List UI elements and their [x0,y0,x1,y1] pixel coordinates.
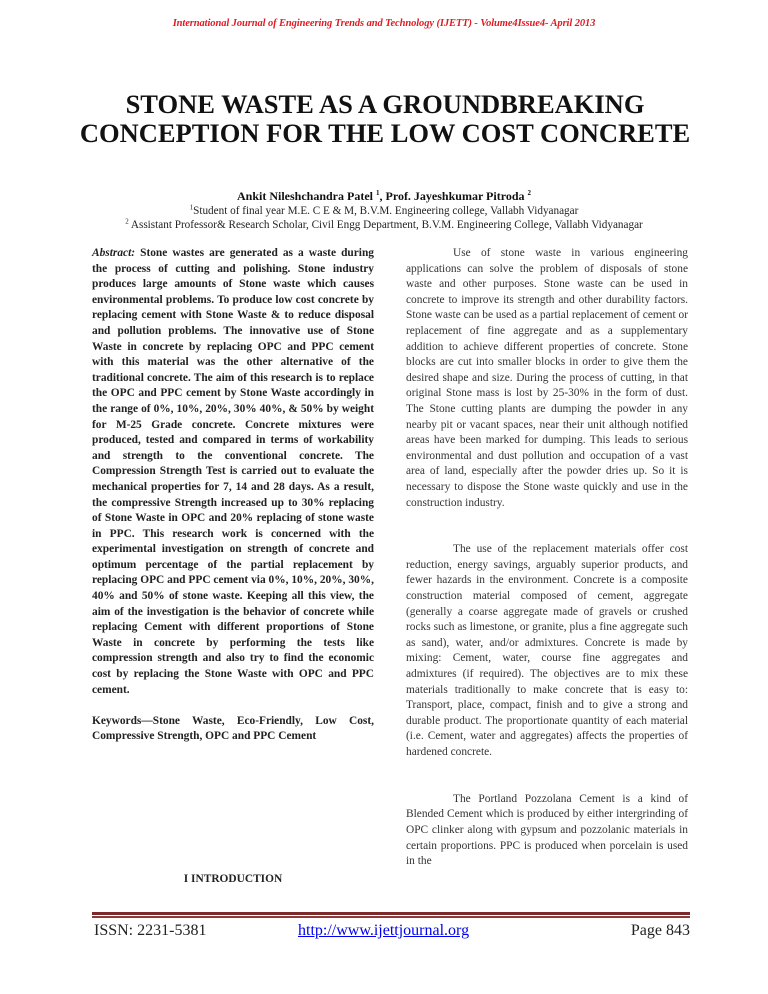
section-heading-introduction: I INTRODUCTION [183,873,283,885]
abstract-text: Stone wastes are generated as a waste during the process of cutting and polishing. Stone industry produces large amounts of Stone waste which causes environmental problems. To produce low cost concrete by replacing cement with Stone Waste & to reduce disposal and pollution problems. The innovative use of Stone Waste in concrete by replacing OPC and PPC cement with this material was the other alternative of the traditional concrete. The aim of this research is to replace the OPC and PPC cement by Stone Waste accordingly in the range of 0%, 10%, 20%, 30% 40%, & 50% by weight for M-25 Grade concrete. Concrete mixtures were produced, tested and compared in terms of workability and strength to the conventional concrete. The Compression Strength Test is carried out to evaluate the mechanical properties for 7, 14 and 28 days. As a result, the compressive Strength increased up to 30% replacing of Stone Waste in OPC and 20% replacing of stone waste in PPC. This research work is concerned with the experimental investigation on strength of concrete and optimum percentage of the partial replacement by replacing OPC and PPC cement via 0%, 10%, 20%, 30%, 40% and 50% of stone waste. Keeping all this view, the aim of the investigation is the behavior of concrete while replacing Cement with different proportions of Stone Waste in concrete by performing the tests like compression strength and also try to find the economic cost by replacing the Stone Waste with OPC and PPC cement. [92,247,374,696]
left-column [92,246,374,745]
affiliation-mark: 2 [125,217,129,226]
footer-divider-thin [92,916,690,918]
affiliation [0,219,768,231]
paragraph-gap [406,761,688,777]
abstract-label: Abstract: [92,247,136,259]
keywords: Keywords—Stone Waste, Eco-Friendly, Low Cost, Compressive Strength, OPC and PPC Cement [92,714,374,743]
paragraph-gap [406,511,688,527]
right-column [406,246,688,870]
page-footer [92,922,690,946]
paragraph-gap [406,776,688,792]
affiliation-text: Student of final year M.E. C E & M, B.V.M. Engineering college, Vallabh Vidyanagar [193,205,579,217]
running-header: International Journal of Engineering Trends and Technology (IJETT) - Volume4Issue4- April 2013 [172,18,596,29]
body-paragraph: The use of the replacement materials offer cost reduction, energy savings, arguably superior products, and fewer hazards in the environment. Concrete is a composite construction material composed of cement, aggregate (generally a coarse aggregate made of gravels or crushed rocks such as limestone, or granite, plus a fine aggregate such as sand), water, and/or admixtures. Concrete is made by mixing: Cement, water, course fine aggregates and admixtures (if required). The objectives are to mix these materials traditionally to make concrete that is easy to: Transport, place, compact, finish and to give a strong and durable product. The proportionate quantity of each material (i.e. Cement, water and aggregates) affects the properties of hardened concrete. [406,543,688,758]
issn: ISSN: 2231-5381 [94,922,207,939]
abstract [92,246,374,698]
paper-title: STONE WASTE AS A GROUNDBREAKING CONCEPTION FOR THE LOW COST CONCRETE [79,89,691,148]
affiliation-text: Assistant Professor& Research Scholar, Civil Engg Department, B.V.M. Engineering College, Vallabh Vidyanagar [128,219,643,231]
author-separator: , [379,189,386,203]
footer-divider [92,912,690,918]
journal-link[interactable]: http://www.ijettjournal.org [298,922,470,939]
author-affiliation-mark: 1 [376,189,380,197]
body-paragraph: The Portland Pozzolana Cement is a kind of Blended Cement which is produced by either intergrinding of OPC clinker along with gypsum and pozzolanic materials in certain proportions. PPC is produced when porcelain is used in the [406,792,688,868]
page-number: Page 843 [630,922,690,939]
author-name: Prof. Jayeshkumar Pitroda [385,189,525,203]
body-paragraph: Use of stone waste in various engineering applications can solve the problem of disposals of stone waste and other purposes. Stone waste can be used in concrete to improve its strength and other durability factors. Stone waste can be used as a partial replacement of cement or replacement of fine aggregate and as a supplementary addition to achieve different properties of concrete. Stone blocks are cut into smaller blocks in order to give them the desired shape and size. During the process of cutting, in that original Stone mass is lost by 25-30% in the form of dust. The Stone cutting plants are dumping the powder in any nearby pit or vacant spaces, near their unit although notified areas have been marked for dumping. This leads to serious environmental and dust pollution and occupation of a vast area of land, especially after the powder dries up. So it is necessary to dispose the Stone waste quickly and use in the construction industry. [406,247,688,509]
affiliation [0,205,768,217]
author-line [0,189,768,204]
author-name: Ankit Nileshchandra Patel [236,189,373,203]
paragraph-gap [406,527,688,543]
author-affiliation-mark: 2 [527,189,532,197]
affiliation-mark: 1 [189,203,194,212]
